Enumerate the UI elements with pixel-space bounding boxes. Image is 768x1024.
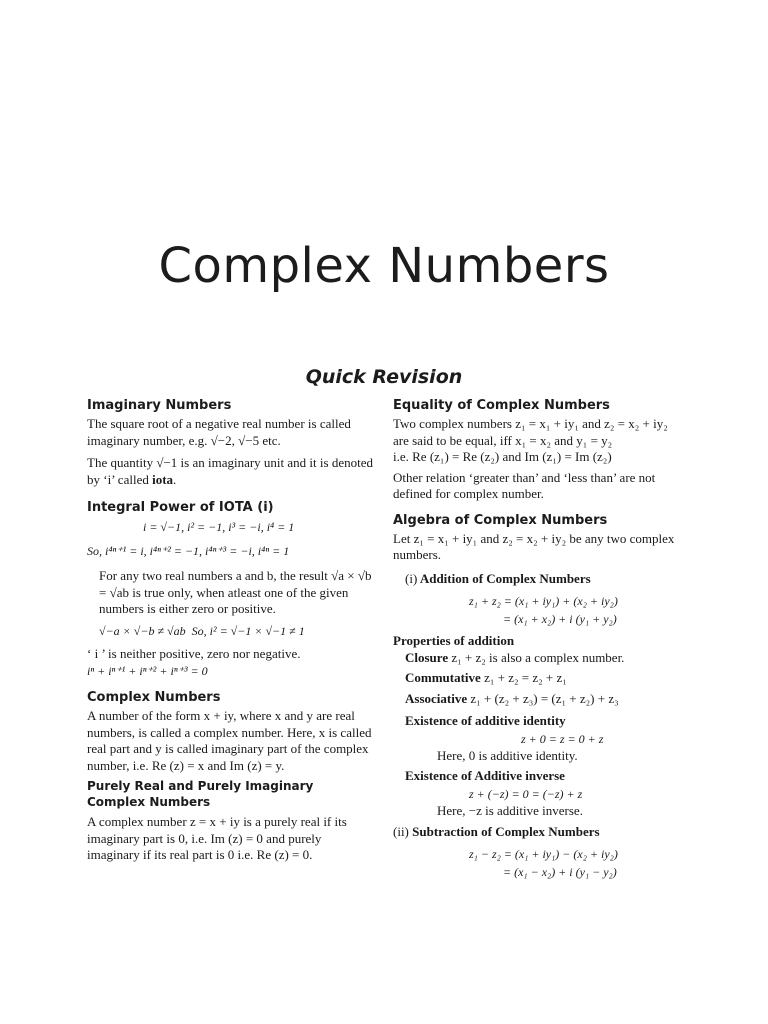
additive-identity-label: Existence of additive identity — [405, 713, 566, 728]
additive-inverse-note: Here, −z is additive inverse. — [437, 802, 583, 818]
associative-text: z₁ + (z₂ + z₃) = (z₁ + z₂) + z₃ — [467, 690, 619, 706]
addition-tag: (i) — [405, 570, 418, 586]
left-column — [87, 396, 373, 864]
heading-algebra: Algebra of Complex Numbers — [393, 512, 608, 528]
heading-purely-real-imaginary: Purely Real and Purely Imaginary Complex Numbers — [87, 779, 314, 809]
ordering-note: Other relation ‘greater than’ and ‘less than’ are not defined for complex number. — [393, 469, 656, 501]
right-column — [393, 396, 685, 881]
iota-term: iota — [152, 471, 174, 487]
equality-definition: Two complex numbers z₁ = x₁ + iy₁ and z₂ = x₂ + iy₂ are said to be equal, iff x₁ = x₂ and y₁ = y₂ — [393, 416, 668, 448]
iota-cycle-equation: So, i⁴ⁿ⁺¹ = i, i⁴ⁿ⁺² = −1, i⁴ⁿ⁺³ = −i, i⁴ⁿ = 1 — [87, 544, 290, 558]
complex-definition: A number of the form x + iy, where x and y are real numbers, is called a complex number. Here, x is called real part and y is called imaginary part of the complex number, i.e. Re (z) = x and Im (z) = y. — [87, 708, 372, 773]
imaginary-definition: The square root of a negative real number is called imaginary number, e.g. √−2, √−5 etc. — [87, 416, 351, 448]
addition-title — [393, 570, 685, 588]
addition-equation-2: = (x₁ + x₂) + i (y₁ + y₂) — [503, 611, 617, 626]
heading-integral-power-iota: Integral Power of IOTA (i) — [87, 500, 274, 515]
closure-label: Closure — [405, 649, 449, 665]
algebra-intro: Let z₁ = x₁ + iy₁ and z₂ = x₂ + iy₂ be any two complex numbers. — [393, 530, 675, 562]
iota-definition-end: . — [173, 471, 177, 487]
heading-imaginary-numbers: Imaginary Numbers — [87, 398, 232, 413]
sqrt-negative-equation: √−a × √−b ≠ √ab So, i² = √−1 × √−1 ≠ 1 — [99, 623, 305, 638]
equality-parts: i.e. Re (z₁) = Re (z₂) and Im (z₁) = Im (z₂) — [393, 449, 612, 464]
closure-property — [393, 650, 685, 667]
commutative-property — [393, 670, 685, 687]
sqrt-product-rule: For any two real numbers a and b, the result √a × √b = √ab is true only, when atleast one of the given numbers is either zero or positive. — [99, 568, 372, 616]
commutative-label: Commutative — [405, 670, 481, 685]
heading-equality: Equality of Complex Numbers — [393, 398, 610, 413]
properties-heading: Properties of addition — [393, 632, 515, 648]
additive-identity-equation: z + 0 = z = 0 + z — [521, 731, 604, 746]
iota-definition-text: The quantity √−1 is an imaginary unit and it is denoted by ‘i’ called — [87, 455, 373, 487]
iota-sign-note: ‘ i ’ is neither positive, zero nor negative. — [87, 645, 301, 661]
closure-text: z₁ + z₂ is also a complex number. — [448, 649, 625, 665]
subtraction-title-text: Subtraction of Complex Numbers — [412, 824, 600, 839]
addition-equation-1: z₁ + z₂ = (x₁ + iy₁) + (x₂ + iy₂) — [469, 593, 618, 608]
associative-label: Associative — [405, 690, 468, 706]
section-subtitle: Quick Revision — [305, 366, 463, 388]
associative-property — [393, 691, 685, 708]
additive-inverse-equation: z + (−z) = 0 = (−z) + z — [469, 786, 583, 801]
subtraction-tag: (ii) — [393, 824, 409, 839]
iota-sum-equation: iⁿ + iⁿ⁺¹ + iⁿ⁺² + iⁿ⁺³ = 0 — [87, 664, 208, 678]
iota-definition — [87, 455, 373, 488]
page-title: Complex Numbers — [158, 238, 610, 294]
heading-complex-numbers: Complex Numbers — [87, 690, 221, 705]
subtraction-equation-1: z₁ − z₂ = (x₁ + iy₁) − (x₂ + iy₂) — [469, 847, 618, 861]
iota-powers-equation: i = √−1, i² = −1, i³ = −i, i⁴ = 1 — [143, 520, 295, 534]
additive-identity-note: Here, 0 is additive identity. — [437, 747, 578, 763]
purely-real-imaginary-definition: A complex number z = x + iy is a purely real if its imaginary part is 0, i.e. Im (z) = 0 and purely imaginary if its real part is 0 i.e. Re (z) = 0. — [87, 814, 347, 862]
subtraction-equation-2: = (x₁ − x₂) + i (y₁ − y₂) — [503, 865, 617, 879]
subtraction-title — [393, 823, 685, 841]
commutative-text: z₁ + z₂ = z₂ + z₁ — [480, 670, 567, 685]
addition-title-text: Addition of Complex Numbers — [419, 570, 591, 586]
additive-inverse-label: Existence of Additive inverse — [405, 768, 565, 783]
